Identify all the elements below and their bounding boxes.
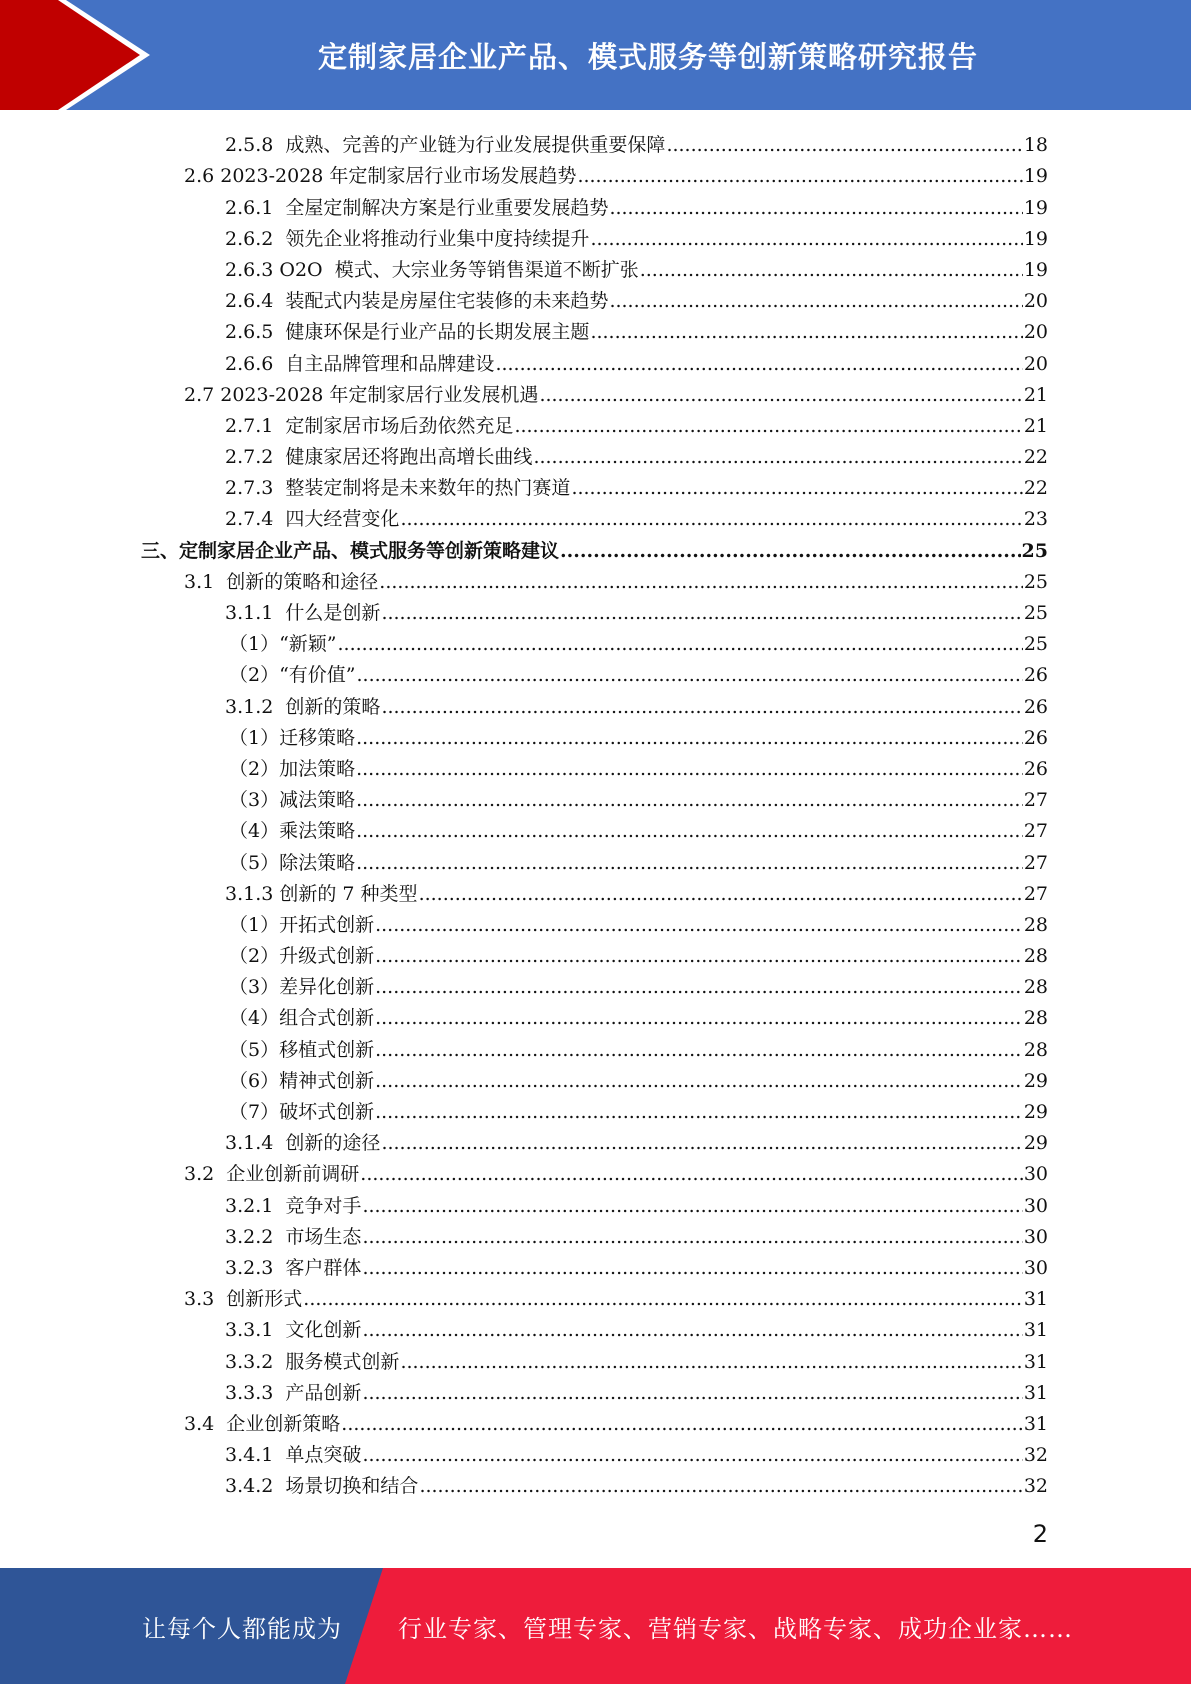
toc-entry-page: 23: [1023, 508, 1048, 531]
toc-entry-label: （1）“新颖”: [229, 633, 337, 656]
toc-entry[interactable]: [0, 1094, 1191, 1125]
toc-dot-leader: [381, 600, 1022, 626]
toc-entry[interactable]: [0, 345, 1191, 376]
toc-entry-page: 20: [1023, 352, 1048, 375]
toc-dot-leader: [400, 1349, 1022, 1375]
toc-entry-label: 2.6 2023-2028 年定制家居行业市场发展趋势: [184, 165, 577, 188]
toc-entry-label: （5）移植式创新: [229, 1038, 375, 1061]
toc-entry-page: 31: [1023, 1319, 1048, 1342]
toc-entry-page: 32: [1023, 1475, 1048, 1498]
toc-entry-page: 28: [1023, 976, 1048, 999]
toc-dot-leader: [375, 943, 1023, 969]
toc-entry-label: （2）“有价值”: [229, 664, 356, 687]
toc-entry-page: 30: [1023, 1194, 1048, 1217]
toc-entry[interactable]: [0, 688, 1191, 719]
toc-entry-page: 25: [1021, 539, 1048, 562]
toc-dot-leader: [375, 912, 1023, 938]
toc-entry[interactable]: [0, 813, 1191, 844]
toc-entry[interactable]: [0, 1468, 1191, 1499]
toc-entry-label: 2.6.2 领先企业将推动行业集中度持续提升: [225, 227, 590, 250]
toc-dot-leader: [362, 1380, 1022, 1406]
toc-dot-leader: [419, 1473, 1022, 1499]
toc-dot-leader: [419, 881, 1023, 907]
toc-entry-label: 3.3.1 文化创新: [225, 1319, 362, 1342]
toc-entry-page: 31: [1023, 1412, 1048, 1435]
toc-entry[interactable]: [0, 439, 1191, 470]
toc-dot-leader: [362, 1255, 1022, 1281]
toc-dot-leader: [379, 569, 1023, 595]
toc-entry-page: 27: [1023, 882, 1048, 905]
toc-dot-leader: [571, 475, 1022, 501]
toc-entry[interactable]: [0, 720, 1191, 751]
toc-entry[interactable]: [0, 1281, 1191, 1312]
toc-entry[interactable]: [0, 876, 1191, 907]
toc-entry-page: 28: [1023, 913, 1048, 936]
toc-entry-label: （4）组合式创新: [229, 1007, 375, 1030]
toc-entry-label: 3.1.1 什么是创新: [225, 602, 381, 624]
toc-entry-label: 3.4 企业创新策略: [184, 1412, 341, 1435]
toc-entry-label: （7）破坏式创新: [229, 1101, 375, 1123]
toc-entry-page: 20: [1023, 321, 1048, 344]
toc-entry[interactable]: [0, 1156, 1191, 1187]
toc-entry-page: 25: [1023, 633, 1048, 656]
toc-dot-leader: [495, 351, 1022, 377]
toc-dot-leader: [539, 382, 1022, 408]
toc-entry[interactable]: [0, 1219, 1191, 1250]
toc-entry[interactable]: [0, 158, 1191, 189]
toc-dot-leader: [560, 538, 1021, 564]
toc-entry[interactable]: [0, 938, 1191, 969]
toc-entry-page: 30: [1023, 1256, 1048, 1279]
toc-entry[interactable]: [0, 1343, 1191, 1374]
toc-entry-page: 28: [1023, 945, 1048, 968]
toc-entry-page: 29: [1023, 1069, 1048, 1092]
toc-entry-page: 29: [1023, 1101, 1048, 1123]
toc-dot-leader: [356, 787, 1023, 813]
toc-entry-page: 26: [1023, 695, 1048, 718]
table-of-contents: [0, 127, 1191, 1499]
toc-entry-label: 2.5.8 成熟、完善的产业链为行业发展提供重要保障: [225, 134, 666, 157]
toc-dot-leader: [666, 132, 1022, 158]
page-header: [0, 0, 1191, 110]
toc-dot-leader: [375, 1005, 1023, 1031]
page-number: 2: [1032, 1520, 1048, 1548]
toc-entry-label: 3.3 创新形式: [184, 1288, 303, 1311]
toc-entry-label: （1）开拓式创新: [229, 913, 375, 936]
toc-dot-leader: [356, 725, 1023, 751]
toc-dot-leader: [375, 1037, 1023, 1063]
toc-dot-leader: [362, 1317, 1022, 1343]
toc-entry-page: 29: [1023, 1132, 1048, 1155]
toc-entry-label: 2.6.1 全屋定制解决方案是行业重要发展趋势: [225, 196, 609, 219]
toc-entry-page: 26: [1023, 757, 1048, 780]
toc-entry[interactable]: [0, 532, 1191, 563]
toc-entry-page: 25: [1023, 570, 1048, 593]
toc-entry-page: 19: [1023, 258, 1048, 281]
toc-entry[interactable]: [0, 1250, 1191, 1281]
toc-entry-page: 19: [1023, 227, 1048, 250]
toc-entry-page: 19: [1023, 196, 1048, 219]
toc-dot-leader: [381, 694, 1022, 720]
toc-entry-label: （2）升级式创新: [229, 945, 375, 968]
toc-entry-label: 3.4.2 场景切换和结合: [225, 1475, 419, 1498]
toc-entry-page: 31: [1023, 1350, 1048, 1373]
toc-entry-label: 2.7.2 健康家居还将跑出高增长曲线: [225, 446, 533, 469]
toc-entry-page: 20: [1023, 290, 1048, 313]
toc-entry-label: （2）加法策略: [229, 757, 356, 780]
toc-entry-label: 3.2.1 竞争对手: [225, 1194, 362, 1217]
toc-entry-page: 18: [1023, 134, 1048, 157]
toc-entry-label: 2.7 2023-2028 年定制家居行业发展机遇: [184, 383, 539, 406]
toc-entry[interactable]: [0, 564, 1191, 595]
toc-entry-label: 3.1.4 创新的途径: [225, 1132, 381, 1155]
toc-dot-leader: [360, 1161, 1023, 1187]
toc-entry[interactable]: [0, 1125, 1191, 1156]
toc-entry[interactable]: [0, 1437, 1191, 1468]
toc-entry[interactable]: [0, 1031, 1191, 1062]
toc-entry-page: 28: [1023, 1007, 1048, 1030]
toc-entry-page: 21: [1023, 414, 1048, 437]
toc-entry-page: 26: [1023, 664, 1048, 687]
toc-dot-leader: [640, 257, 1023, 283]
toc-entry-label: 3.3.2 服务模式创新: [225, 1350, 400, 1373]
toc-entry-label: 3.2.3 客户群体: [225, 1256, 362, 1279]
toc-entry-label: 2.6.4 装配式内装是房屋住宅装修的未来趋势: [225, 290, 609, 313]
toc-entry-label: （6）精神式创新: [229, 1069, 375, 1092]
toc-dot-leader: [375, 1099, 1023, 1125]
toc-dot-leader: [338, 631, 1023, 657]
header-red-chevron: [0, 0, 140, 110]
toc-entry[interactable]: [0, 657, 1191, 688]
toc-entry[interactable]: [0, 1187, 1191, 1218]
toc-entry[interactable]: [0, 626, 1191, 657]
toc-entry-label: 3.1.3 创新的 7 种类型: [225, 882, 418, 905]
toc-dot-leader: [381, 1130, 1022, 1156]
toc-entry-label: 3.3.3 产品创新: [225, 1381, 362, 1404]
toc-entry[interactable]: [0, 501, 1191, 532]
toc-entry[interactable]: [0, 283, 1191, 314]
toc-entry-page: 30: [1023, 1163, 1048, 1186]
toc-entry-label: 3.2 企业创新前调研: [184, 1163, 360, 1186]
toc-dot-leader: [362, 1442, 1022, 1468]
toc-entry[interactable]: [0, 470, 1191, 501]
toc-entry[interactable]: [0, 1406, 1191, 1437]
toc-entry-label: 2.7.4 四大经营变化: [225, 508, 400, 531]
toc-dot-leader: [362, 1193, 1022, 1219]
toc-entry-label: （5）除法策略: [229, 851, 356, 874]
toc-entry-page: 31: [1023, 1381, 1048, 1404]
toc-dot-leader: [375, 974, 1023, 1000]
toc-dot-leader: [590, 226, 1022, 252]
toc-entry[interactable]: [0, 1312, 1191, 1343]
toc-entry-label: 2.6.6 自主品牌管理和品牌建设: [225, 352, 495, 375]
toc-entry[interactable]: [0, 252, 1191, 283]
toc-dot-leader: [400, 506, 1022, 532]
toc-entry-label: 2.7.3 整装定制将是未来数年的热门赛道: [225, 477, 571, 500]
toc-dot-leader: [514, 413, 1022, 439]
toc-dot-leader: [577, 163, 1022, 189]
toc-dot-leader: [303, 1286, 1023, 1312]
footer-slogan-left: 让每个人都能成为: [142, 1614, 342, 1643]
toc-entry[interactable]: [0, 782, 1191, 813]
toc-entry-label: 2.6.5 健康环保是行业产品的长期发展主题: [225, 321, 590, 344]
toc-entry-page: 31: [1023, 1288, 1048, 1311]
toc-entry-label: （3）减法策略: [229, 789, 356, 812]
toc-entry-page: 28: [1023, 1038, 1048, 1061]
toc-entry-label: 3.2.2 市场生态: [225, 1225, 362, 1248]
toc-entry-label: 3.1 创新的策略和途径: [184, 570, 379, 593]
toc-entry-page: 32: [1023, 1444, 1048, 1467]
toc-entry-label: （4）乘法策略: [229, 820, 356, 843]
toc-dot-leader: [362, 1224, 1022, 1250]
toc-entry[interactable]: [0, 221, 1191, 252]
toc-entry-page: 27: [1023, 820, 1048, 843]
toc-entry-page: 22: [1023, 446, 1048, 469]
toc-entry[interactable]: [0, 408, 1191, 439]
toc-entry-page: 21: [1023, 383, 1048, 406]
toc-entry-label: 三、定制家居企业产品、模式服务等创新策略建议: [141, 539, 560, 562]
toc-entry[interactable]: [0, 377, 1191, 408]
toc-entry-label: 3.1.2 创新的策略: [225, 695, 381, 718]
toc-entry-label: 3.4.1 单点突破: [225, 1444, 362, 1467]
toc-entry[interactable]: [0, 189, 1191, 220]
toc-entry-page: 26: [1023, 726, 1048, 749]
toc-entry[interactable]: [0, 127, 1191, 158]
toc-dot-leader: [356, 756, 1023, 782]
toc-entry[interactable]: [0, 844, 1191, 875]
document-title: 定制家居企业产品、模式服务等创新策略研究报告: [317, 39, 978, 74]
toc-entry-page: 27: [1023, 851, 1048, 874]
footer-slogan-right: 行业专家、管理专家、营销专家、战略专家、成功企业家……: [398, 1614, 1073, 1643]
toc-dot-leader: [590, 319, 1022, 345]
page-footer: [0, 1568, 1191, 1684]
toc-entry[interactable]: [0, 595, 1191, 626]
toc-dot-leader: [375, 1068, 1023, 1094]
toc-entry[interactable]: [0, 1063, 1191, 1094]
toc-entry-page: 30: [1023, 1225, 1048, 1248]
toc-dot-leader: [609, 195, 1022, 221]
toc-entry-label: （1）迁移策略: [229, 726, 356, 749]
toc-entry[interactable]: [0, 907, 1191, 938]
toc-entry[interactable]: [0, 1000, 1191, 1031]
toc-entry[interactable]: [0, 969, 1191, 1000]
toc-entry[interactable]: [0, 314, 1191, 345]
toc-dot-leader: [357, 662, 1023, 688]
toc-entry-page: 22: [1023, 477, 1048, 500]
toc-dot-leader: [341, 1411, 1023, 1437]
toc-dot-leader: [356, 850, 1023, 876]
toc-entry-label: （3）差异化创新: [229, 976, 375, 999]
toc-entry[interactable]: [0, 751, 1191, 782]
toc-dot-leader: [356, 818, 1023, 844]
toc-entry-label: 2.7.1 定制家居市场后劲依然充足: [225, 414, 514, 437]
toc-entry-page: 25: [1023, 602, 1048, 624]
toc-entry[interactable]: [0, 1375, 1191, 1406]
toc-entry-page: 19: [1023, 165, 1048, 188]
toc-entry-label: 2.6.3 O2O 模式、大宗业务等销售渠道不断扩张: [225, 258, 639, 281]
toc-entry-page: 27: [1023, 789, 1048, 812]
toc-dot-leader: [533, 444, 1022, 470]
toc-dot-leader: [609, 288, 1022, 314]
